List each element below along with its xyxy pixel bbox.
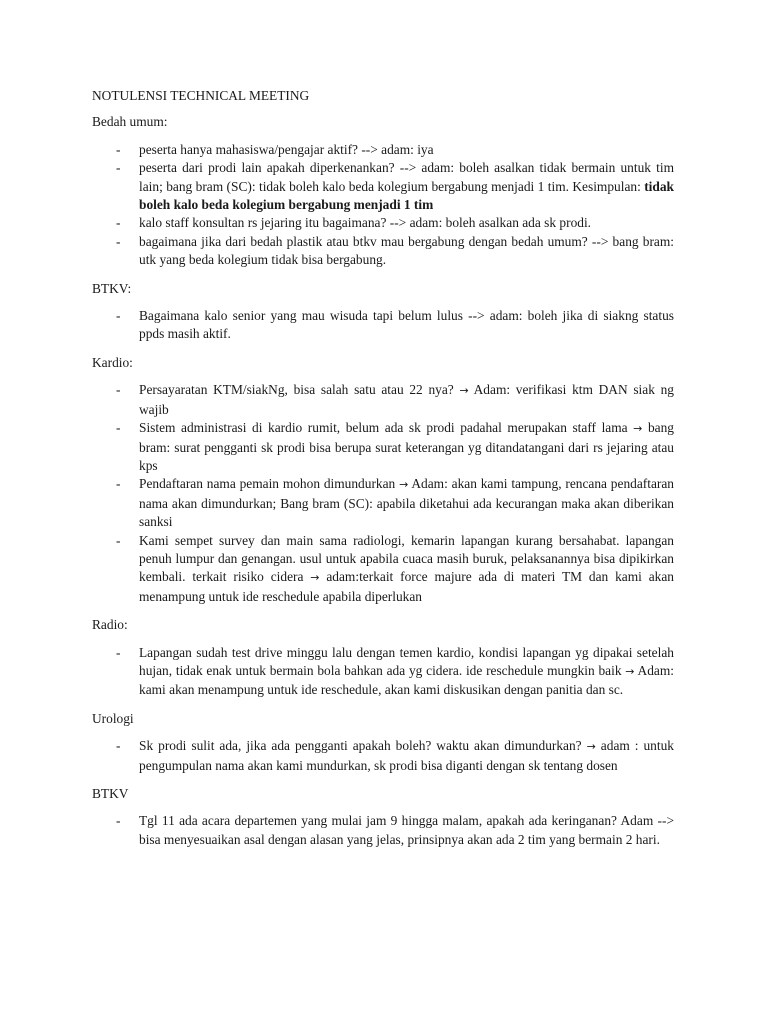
list-item-text: bagaimana jika dari bedah plastik atau btkv mau bergabung dengan bedah umum? --> bang bram: utk yang beda kolegium tidak bisa bergabung.	[139, 233, 674, 268]
bullet-dash: -	[116, 813, 121, 829]
list-item	[92, 159, 674, 214]
section-title-radio: Radio:	[92, 617, 128, 633]
section-list-radio	[92, 644, 674, 700]
bullet-dash: -	[116, 532, 121, 548]
list-item-text: kalo staff konsultan rs jejaring itu bagaimana? --> adam: boleh asalkan ada sk prodi.	[139, 215, 592, 231]
document-body	[92, 87, 674, 859]
bullet-dash: -	[116, 382, 121, 398]
arrow-right-icon: →	[625, 664, 635, 678]
conclusion-bold-text: tidak boleh kalo beda kolegium bergabung menjadi 1 tim	[139, 178, 674, 213]
list-item-text: Tgl 11 ada acara departemen yang mulai jam 9 hingga malam, apakah ada keringanan? Adam --> bisa menyesuaikan asal dengan alasan yang jelas, prinsipnya akan ada 2 tim yang bermain 2 hari.	[139, 813, 674, 847]
section-list-bedah-umum	[92, 141, 674, 270]
bullet-dash: -	[116, 476, 121, 492]
section-title-btkv: BTKV:	[92, 280, 132, 296]
list-item-text: Adam: akan kami tampung, rencana pendaftaran nama akan dimundurkan; Bang bram (SC): apabila diketahui ada kecurangan maka akan diberikan sanksi	[139, 476, 675, 530]
section-title-bedah-umum: Bedah umum:	[92, 114, 168, 130]
bullet-dash: -	[116, 644, 121, 660]
bullet-dash: -	[116, 308, 121, 324]
list-item-text: Lapangan sudah test drive minggu lalu dengan temen kardio, kondisi lapangan yg dipakai setelah hujan, tidak enak untuk bermain bola bahkan ada yg cidera. ide reschedule mungkin baik	[139, 644, 674, 678]
list-item-text: Adam: kami akan menampung untuk ide reschedule, akan kami diskusikan dengan panitia dan sc.	[139, 662, 674, 698]
section-title-kardio: Kardio:	[92, 354, 133, 370]
arrow-right-icon: →	[459, 384, 469, 398]
list-item-text: Pendaftaran nama pemain mohon dimundurkan	[139, 476, 400, 492]
bullet-dash: -	[116, 420, 121, 436]
list-item	[92, 214, 674, 232]
bullet-dash: -	[116, 233, 121, 249]
section-list-btkv	[92, 307, 674, 344]
arrow-right-icon: →	[633, 422, 643, 436]
document-title: NOTULENSI TECHNICAL MEETING	[92, 88, 310, 103]
list-item-text: adam : untuk pengumpulan nama akan kami mundurkan, sk prodi bisa diganti dengan sk tentang dosen	[139, 738, 674, 773]
list-item	[92, 233, 674, 270]
list-item	[92, 475, 674, 531]
section-list-kardio	[92, 381, 674, 606]
list-item	[92, 812, 674, 849]
list-item-text: Sk prodi sulit ada, jika ada pengganti apakah boleh? waktu akan dimundurkan?	[139, 738, 587, 754]
arrow-right-icon: →	[310, 571, 320, 585]
section-title-btkv-2: BTKV	[92, 786, 129, 801]
list-item	[92, 532, 674, 607]
list-item-text: Persayaratan KTM/siakNg, bisa salah satu atau 22 nya?	[139, 382, 460, 398]
section-list-urologi	[92, 737, 674, 775]
list-item	[92, 419, 674, 475]
list-item	[92, 141, 674, 159]
bullet-dash: -	[116, 215, 121, 231]
arrow-right-icon: →	[399, 478, 409, 492]
list-item	[92, 307, 674, 344]
list-item-text: bang bram: surat pengganti sk prodi bisa berupa surat keterangan yg ditandatangani dari rs jejaring atau kps	[139, 420, 674, 473]
list-item-text: peserta dari prodi lain apakah diperkenankan? --> adam: boleh asalkan tidak bermain untuk tim lain; bang bram (SC): tidak boleh kalo beda kolegium bergabung menjadi 1 tim. Kesimpulan:	[139, 160, 674, 194]
bullet-dash: -	[116, 738, 121, 754]
arrow-right-icon: →	[586, 740, 596, 754]
bullet-dash: -	[116, 160, 121, 176]
section-list-btkv-2	[92, 812, 674, 849]
list-item	[92, 644, 674, 700]
section-title-urologi: Urologi	[92, 710, 134, 726]
bullet-dash: -	[116, 141, 121, 157]
list-item-text: Adam: verifikasi ktm DAN siak ng wajib	[139, 382, 674, 417]
list-item-text: Bagaimana kalo senior yang mau wisuda tapi belum lulus --> adam: boleh jika di siakng status ppds masih aktif.	[139, 308, 674, 342]
list-item-text: Sistem administrasi di kardio rumit, belum ada sk prodi padahal merupakan staff lama	[139, 420, 634, 436]
list-item	[92, 381, 674, 419]
list-item-text: Kami sempet survey dan main sama radiologi, kemarin lapangan kurang bersahabat. lapangan penuh lumpur dan genangan. usul untuk apabila cuaca masih buruk, pelaksanannya bisa dipikirkan kembali. terkait risiko cidera	[139, 532, 674, 585]
list-item-text: adam:terkait force majure ada di materi TM dan kami akan menampung untuk ide reschedule apabila diperlukan	[139, 569, 674, 604]
list-item-text: peserta hanya mahasiswa/pengajar aktif? --> adam: iya	[139, 141, 434, 157]
list-item	[92, 737, 674, 775]
